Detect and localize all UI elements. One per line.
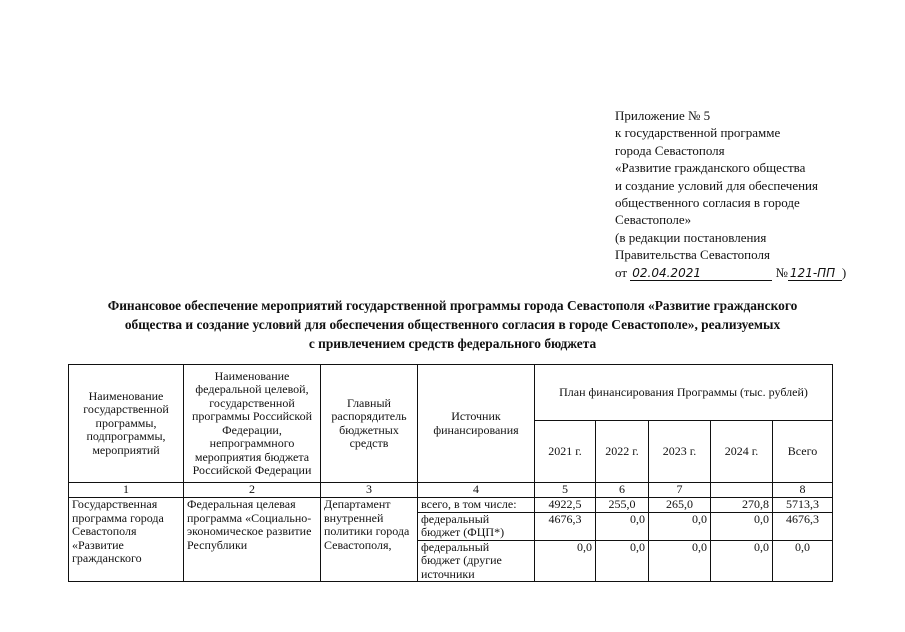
column-number: [711, 483, 773, 498]
appendix-block: [615, 107, 875, 281]
distributor-cell: Департамент внутренней политики города Севастополя,: [321, 498, 418, 582]
program-cell: Государственная программа города Севастополя «Развитие гражданского: [69, 498, 184, 582]
value-cell: 265,0: [649, 498, 711, 513]
decree-date-line: [615, 264, 875, 281]
document-title: [40, 296, 865, 353]
column-number: 8: [773, 483, 833, 498]
value-cell: 0,0: [711, 512, 773, 540]
closing-paren: ): [841, 264, 847, 280]
appendix-line: и создание условий для обеспечения: [615, 177, 818, 193]
appendix-line: Севастополе»: [615, 212, 692, 228]
header-total: Всего: [773, 421, 833, 483]
header-program-name: Наименование государственной программы, подпрограммы, мероприятий: [69, 365, 184, 483]
header-plan: План финансирования Программы (тыс. рублей): [535, 365, 833, 421]
source-cell: федеральный бюджет (другие источники: [418, 540, 535, 582]
header-year: 2022 г.: [596, 421, 649, 483]
date-prefix: от: [615, 264, 628, 280]
title-line: Финансовое обеспечение мероприятий государственной программы города Севастополя «Развитие гражданского: [107, 298, 798, 313]
number-prefix: №: [775, 264, 788, 280]
value-cell: 0,0: [773, 540, 833, 582]
value-cell: 4922,5: [535, 498, 596, 513]
appendix-line: общественного согласия в городе: [615, 195, 800, 211]
decree-date: 02.04.2021: [630, 267, 772, 281]
appendix-line: (в редакции постановления: [615, 229, 767, 245]
value-cell: 0,0: [711, 540, 773, 582]
appendix-line: «Развитие гражданского общества: [615, 160, 806, 176]
column-number: 7: [649, 483, 711, 498]
header-year: 2021 г.: [535, 421, 596, 483]
value-cell: 0,0: [649, 540, 711, 582]
appendix-line: к государственной программе: [615, 125, 781, 141]
value-cell: 0,0: [596, 512, 649, 540]
table-row: [69, 498, 833, 513]
appendix-line: города Севастополя: [615, 142, 725, 158]
header-year: 2023 г.: [649, 421, 711, 483]
value-cell: 0,0: [596, 540, 649, 582]
value-cell: 0,0: [649, 512, 711, 540]
appendix-line: Правительства Севастополя: [615, 247, 770, 263]
title-line: с привлечением средств федерального бюджета: [308, 336, 597, 351]
decree-number: 121-ПП: [788, 267, 842, 281]
value-cell: 4676,3: [535, 512, 596, 540]
value-cell: 5713,3: [773, 498, 833, 513]
column-number: 1: [69, 483, 184, 498]
federal-program-cell: Федеральная целевая программа «Социально-экономическое развитие Республики: [184, 498, 321, 582]
value-cell: 270,8: [711, 498, 773, 513]
title-line: общества и создание условий для обеспечения общественного согласия в городе Севастополе», реализуемых: [124, 317, 781, 332]
column-number: 6: [596, 483, 649, 498]
value-cell: 255,0: [596, 498, 649, 513]
financing-table: [68, 364, 833, 582]
column-number: 4: [418, 483, 535, 498]
value-cell: 4676,3: [773, 512, 833, 540]
column-number: 2: [184, 483, 321, 498]
source-cell: федеральный бюджет (ФЦП*): [418, 512, 535, 540]
header-funding-source: Источник финансирования: [418, 365, 535, 483]
column-number: 3: [321, 483, 418, 498]
appendix-line: Приложение № 5: [615, 108, 711, 123]
header-year: 2024 г.: [711, 421, 773, 483]
value-cell: 0,0: [535, 540, 596, 582]
column-number: 5: [535, 483, 596, 498]
header-federal-program: Наименование федеральной целевой, государственной программы Российской Федерации, непрограммного мероприятия бюджета Российской Федерации: [184, 365, 321, 483]
source-cell: всего, в том числе:: [418, 498, 535, 513]
header-budget-distributor: Главный распорядитель бюджетных средств: [321, 365, 418, 483]
column-number-row: [69, 483, 833, 498]
